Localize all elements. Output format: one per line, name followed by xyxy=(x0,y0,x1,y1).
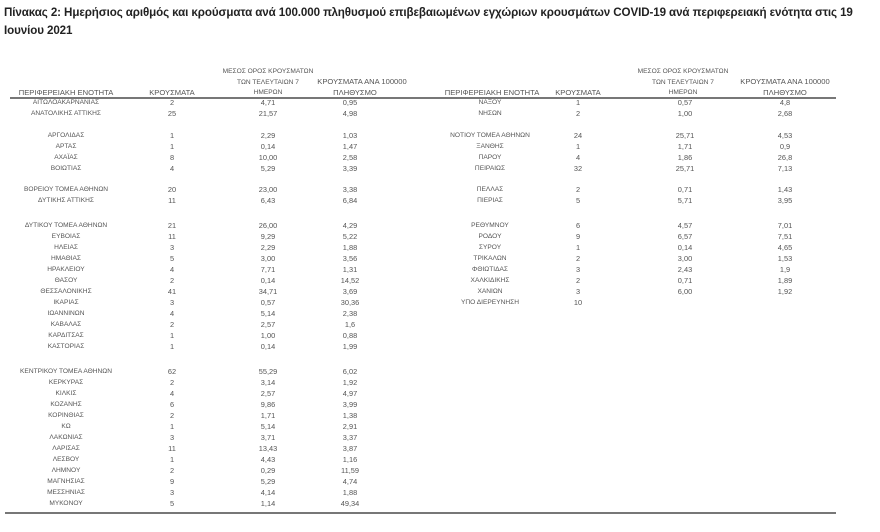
table-cell-avg7: 5,14 xyxy=(260,422,276,431)
table-cell-per100k: 3,37 xyxy=(342,433,358,442)
table-cell-cases: 1 xyxy=(169,142,175,151)
table-cell-per100k: 7,01 xyxy=(777,221,793,230)
table-cell-cases: 2 xyxy=(575,254,581,263)
table-cell-name: ΦΘΙΩΤΙΔΑΣ xyxy=(472,266,508,273)
table-cell-name: ΔΥΤΙΚΗΣ ΑΤΤΙΚΗΣ xyxy=(38,197,94,204)
table-cell-per100k: 1,99 xyxy=(342,342,358,351)
table-cell-avg7: 0,14 xyxy=(260,342,276,351)
table-cell-per100k: 1,89 xyxy=(777,276,793,285)
table-cell-cases: 2 xyxy=(169,466,175,475)
table-cell-cases: 2 xyxy=(575,109,581,118)
header-region: ΠΕΡΙΦΕΡΕΙΑΚΗ ΕΝΟΤΗΤΑ xyxy=(444,88,540,97)
table-cell-avg7: 1,71 xyxy=(677,142,693,151)
table-cell-avg7: 3,00 xyxy=(260,254,276,263)
table-cell-per100k: 1,43 xyxy=(777,185,793,194)
table-cell-avg7: 34,71 xyxy=(258,287,278,296)
table-cell-cases: 5 xyxy=(169,254,175,263)
table-cell-avg7: 2,57 xyxy=(260,320,276,329)
table-cell-per100k: 0,9 xyxy=(779,142,791,151)
table-cell-cases: 24 xyxy=(573,131,583,140)
table-cell-per100k: 3,95 xyxy=(777,196,793,205)
table-cell-avg7: 0,14 xyxy=(260,276,276,285)
table-cell-name: ΙΚΑΡΙΑΣ xyxy=(53,299,79,306)
table-cell-per100k: 49,34 xyxy=(340,499,360,508)
table-cell-name: ΠΕΛΛΑΣ xyxy=(476,186,504,193)
table-cell-per100k: 1,92 xyxy=(342,378,358,387)
table-cell-avg7: 1,00 xyxy=(260,331,276,340)
table-cell-per100k: 4,74 xyxy=(342,477,358,486)
table-cell-avg7: 2,57 xyxy=(260,389,276,398)
table-cell-cases: 4 xyxy=(169,164,175,173)
table-cell-per100k: 3,38 xyxy=(342,185,358,194)
table-cell-cases: 5 xyxy=(169,499,175,508)
table-cell-per100k: 0,88 xyxy=(342,331,358,340)
table-cell-name: ΗΛΕΙΑΣ xyxy=(54,244,78,251)
table-cell-per100k: 2,91 xyxy=(342,422,358,431)
table-cell-per100k: 1,88 xyxy=(342,488,358,497)
table-cell-per100k: 3,56 xyxy=(342,254,358,263)
table-cell-cases: 4 xyxy=(575,153,581,162)
table-cell-avg7: 9,29 xyxy=(260,232,276,241)
table-cell-avg7: 0,57 xyxy=(260,298,276,307)
table-cell-per100k: 1,38 xyxy=(342,411,358,420)
table-cell-per100k: 2,68 xyxy=(777,109,793,118)
table-cell-per100k: 0,95 xyxy=(342,98,358,107)
table-cell-cases: 9 xyxy=(169,477,175,486)
table-cell-per100k: 3,39 xyxy=(342,164,358,173)
table-cell-avg7: 7,71 xyxy=(260,265,276,274)
table-cell-name: ΚΙΛΚΙΣ xyxy=(55,390,77,397)
table-cell-name: ΡΟΔΟΥ xyxy=(478,233,502,240)
table-cell-per100k: 26,8 xyxy=(777,153,793,162)
table-cell-name: ΡΕΘΥΜΝΟΥ xyxy=(471,222,509,229)
table-cell-cases: 11 xyxy=(168,232,176,241)
header-avg-line3: ΗΜΕΡΩΝ xyxy=(668,89,698,96)
table-cell-cases: 62 xyxy=(167,367,177,376)
bottom-rule xyxy=(5,512,836,514)
table-cell-cases: 6 xyxy=(575,221,581,230)
table-cell-name: ΕΥΒΟΙΑΣ xyxy=(51,233,81,240)
table-cell-avg7: 6,43 xyxy=(260,196,276,205)
table-cell-name: ΚΕΝΤΡΙΚΟΥ ΤΟΜΕΑ ΑΘΗΝΩΝ xyxy=(20,368,112,375)
page-title: Πίνακας 2: Ημερήσιος αριθμός και κρούσματα ανά 100.000 πληθυσμού επιβεβαιωμένων εγχώριων κρουσμάτων COVID-19 ανά περιφερειακή ενότητα στις 19 Ιουνίου 2021 xyxy=(4,6,853,37)
table-cell-avg7: 0,71 xyxy=(677,185,693,194)
table-cell-cases: 21 xyxy=(167,221,177,230)
table-cell-avg7: 9,86 xyxy=(260,400,276,409)
table-cell-per100k: 4,97 xyxy=(342,389,358,398)
header-region: ΠΕΡΙΦΕΡΕΙΑΚΗ ΕΝΟΤΗΤΑ xyxy=(18,88,114,97)
table-cell-name: ΒΟΡΕΙΟΥ ΤΟΜΕΑ ΑΘΗΝΩΝ xyxy=(23,186,109,193)
header-cases: ΚΡΟΥΣΜΑΤΑ xyxy=(555,88,601,97)
table-cell-per100k: 30,36 xyxy=(340,298,360,307)
table-cell-name: ΙΩΑΝΝΙΝΩΝ xyxy=(47,310,85,317)
table-cell-avg7: 3,14 xyxy=(260,378,276,387)
table-cell-avg7: 0,14 xyxy=(260,142,276,151)
table-cell-avg7: 10,00 xyxy=(258,153,278,162)
table-cell-name: ΚΑΒΑΛΑΣ xyxy=(50,321,82,328)
table-cell-name: ΣΥΡΟΥ xyxy=(478,244,502,251)
table-cell-cases: 1 xyxy=(575,98,581,107)
table-cell-per100k: 7,13 xyxy=(777,164,793,173)
table-cell-per100k: 4,8 xyxy=(779,98,791,107)
table-cell-avg7: 23,00 xyxy=(258,185,278,194)
header-underline xyxy=(10,97,836,99)
table-cell-name: ΚΟΡΙΝΘΙΑΣ xyxy=(48,412,84,419)
table-cell-cases: 2 xyxy=(169,320,175,329)
table-cell-per100k: 3,87 xyxy=(342,444,358,453)
table-cell-cases: 41 xyxy=(167,287,177,296)
table-cell-per100k: 2,38 xyxy=(342,309,358,318)
header-avg-line1: ΜΕΣΟΣ ΟΡΟΣ ΚΡΟΥΣΜΑΤΩΝ xyxy=(222,68,314,75)
table-cell-name: ΗΡΑΚΛΕΙΟΥ xyxy=(47,266,85,273)
header-avg-line1: ΜΕΣΟΣ ΟΡΟΣ ΚΡΟΥΣΜΑΤΩΝ xyxy=(637,68,729,75)
table-cell-cases: 1 xyxy=(169,455,175,464)
table-cell-cases: 1 xyxy=(169,331,175,340)
table-cell-avg7: 1,14 xyxy=(260,499,276,508)
table-cell-avg7: 5,71 xyxy=(677,196,693,205)
table-cell-cases: 8 xyxy=(169,153,175,162)
table-cell-name: ΑΡΓΟΛΙΔΑΣ xyxy=(47,132,85,139)
table-cell-name: ΑΡΤΑΣ xyxy=(55,143,77,150)
table-cell-avg7: 1,86 xyxy=(677,153,693,162)
table-cell-avg7: 1,00 xyxy=(677,109,693,118)
table-cell-cases: 2 xyxy=(575,185,581,194)
table-cell-cases: 11 xyxy=(168,196,176,205)
table-cell-name: ΝΟΤΙΟΥ ΤΟΜΕΑ ΑΘΗΝΩΝ xyxy=(450,132,530,139)
table-cell-name: ΚΑΡΔΙΤΣΑΣ xyxy=(48,332,84,339)
table-cell-per100k: 6,02 xyxy=(342,367,358,376)
table-cell-cases: 3 xyxy=(169,298,175,307)
table-cell-name: ΚΕΡΚΥΡΑΣ xyxy=(48,379,84,386)
table-cell-cases: 1 xyxy=(169,342,175,351)
header-per100k-line2: ΠΛΗΘΥΣΜΟ xyxy=(763,88,807,97)
table-cell-per100k: 1,92 xyxy=(777,287,793,296)
table-cell-name: ΑΧΑΪΑΣ xyxy=(54,154,78,161)
table-cell-name: ΠΕΙΡΑΙΩΣ xyxy=(474,165,506,172)
table-cell-name: ΠΑΡΟΥ xyxy=(478,154,502,161)
table-cell-cases: 3 xyxy=(575,287,581,296)
table-cell-cases: 5 xyxy=(575,196,581,205)
table-cell-per100k: 1,9 xyxy=(779,265,791,274)
table-cell-cases: 1 xyxy=(575,243,581,252)
table-cell-cases: 1 xyxy=(169,422,175,431)
table-cell-avg7: 6,00 xyxy=(677,287,693,296)
table-cell-name: ΗΜΑΘΙΑΣ xyxy=(51,255,81,262)
table-cell-per100k: 1,53 xyxy=(777,254,793,263)
table-cell-avg7: 2,29 xyxy=(260,243,276,252)
table-cell-avg7: 3,00 xyxy=(677,254,693,263)
table-cell-name: ΞΑΝΘΗΣ xyxy=(476,143,504,150)
table-cell-cases: 9 xyxy=(575,232,581,241)
table-cell-name: ΛΑΚΩΝΙΑΣ xyxy=(49,434,83,441)
table-cell-avg7: 25,71 xyxy=(675,131,695,140)
table-cell-avg7: 0,57 xyxy=(677,98,693,107)
table-cell-cases: 4 xyxy=(169,265,175,274)
table-cell-name: ΤΡΙΚΑΛΩΝ xyxy=(473,255,507,262)
table-cell-name: ΘΑΣΟΥ xyxy=(54,277,78,284)
table-cell-name: ΑΝΑΤΟΛΙΚΗΣ ΑΤΤΙΚΗΣ xyxy=(31,110,101,117)
table-cell-per100k: 1,16 xyxy=(342,455,358,464)
table-cell-avg7: 2,29 xyxy=(260,131,276,140)
table-cell-name: ΛΑΡΙΣΑΣ xyxy=(52,445,80,452)
header-per100k-line2: ΠΛΗΘΥΣΜΟ xyxy=(333,88,377,97)
table-cell-name: ΑΙΤΩΛΟΑΚΑΡΝΑΝΙΑΣ xyxy=(32,99,100,106)
table-cell-per100k: 1,03 xyxy=(342,131,358,140)
table-cell-avg7: 4,43 xyxy=(260,455,276,464)
table-cell-per100k: 6,84 xyxy=(342,196,358,205)
table-cell-avg7: 2,43 xyxy=(677,265,693,274)
table-cell-avg7: 0,71 xyxy=(677,276,693,285)
table-cell-per100k: 14,52 xyxy=(340,276,360,285)
table-cell-cases: 4 xyxy=(169,389,175,398)
table-cell-per100k: 1,88 xyxy=(342,243,358,252)
header-cases: ΚΡΟΥΣΜΑΤΑ xyxy=(149,88,195,97)
table-cell-avg7: 5,14 xyxy=(260,309,276,318)
table-cell-name: ΧΑΝΙΩΝ xyxy=(477,288,503,295)
table-cell-name: ΒΟΙΩΤΙΑΣ xyxy=(50,165,82,172)
table-cell-per100k: 5,22 xyxy=(342,232,358,241)
table-cell-name: ΝΗΣΩΝ xyxy=(478,110,502,117)
table-cell-cases: 6 xyxy=(169,400,175,409)
table-cell-avg7: 4,71 xyxy=(260,98,276,107)
table-cell-avg7: 55,29 xyxy=(258,367,278,376)
table-cell-cases: 3 xyxy=(575,265,581,274)
table-cell-cases: 2 xyxy=(575,276,581,285)
table-cell-cases: 4 xyxy=(169,309,175,318)
table-cell-per100k: 4,98 xyxy=(342,109,358,118)
table-cell-cases: 1 xyxy=(575,142,581,151)
table-cell-per100k: 2,58 xyxy=(342,153,358,162)
table-cell-name: ΛΗΜΝΟΥ xyxy=(51,467,81,474)
table-cell-name: ΚΟΖΑΝΗΣ xyxy=(50,401,82,408)
table-cell-per100k: 3,99 xyxy=(342,400,358,409)
table-cell-name: ΥΠΟ ΔΙΕΡΕΥΝΗΣΗ xyxy=(461,299,519,306)
table-cell-name: ΧΑΛΚΙΔΙΚΗΣ xyxy=(470,277,510,284)
table-cell-per100k: 3,69 xyxy=(342,287,358,296)
table-cell-name: ΜΥΚΟΝΟΥ xyxy=(49,500,83,507)
table-cell-name: ΝΑΞΟΥ xyxy=(478,99,502,106)
table-cell-cases: 20 xyxy=(167,185,177,194)
table-cell-cases: 10 xyxy=(573,298,583,307)
table-cell-name: ΔΥΤΙΚΟΥ ΤΟΜΕΑ ΑΘΗΝΩΝ xyxy=(24,222,108,229)
table-cell-name: ΚΑΣΤΟΡΙΑΣ xyxy=(47,343,85,350)
table-cell-avg7: 6,57 xyxy=(677,232,693,241)
table-cell-avg7: 25,71 xyxy=(675,164,695,173)
table-cell-avg7: 1,71 xyxy=(260,411,276,420)
table-cell-name: ΘΕΣΣΑΛΟΝΙΚΗΣ xyxy=(40,288,92,295)
table-cell-avg7: 21,57 xyxy=(258,109,278,118)
table-cell-cases: 11 xyxy=(168,444,176,453)
table-cell-per100k: 1,31 xyxy=(342,265,358,274)
table-cell-cases: 1 xyxy=(169,131,175,140)
table-cell-name: ΚΩ xyxy=(61,423,71,430)
table-cell-name: ΠΙΕΡΙΑΣ xyxy=(477,197,503,204)
header-avg-line2: ΤΩΝ ΤΕΛΕΥΤΑΙΩΝ 7 xyxy=(237,79,299,86)
table-cell-cases: 3 xyxy=(169,243,175,252)
table-cell-avg7: 0,14 xyxy=(677,243,693,252)
table-cell-cases: 2 xyxy=(169,98,175,107)
header-avg-line2: ΤΩΝ ΤΕΛΕΥΤΑΙΩΝ 7 xyxy=(652,79,714,86)
table-cell-per100k: 11,59 xyxy=(341,466,359,475)
header-per100k-line1: ΚΡΟΥΣΜΑΤΑ ΑΝΑ 100000 xyxy=(740,77,830,86)
table-cell-cases: 2 xyxy=(169,276,175,285)
table-cell-per100k: 4,29 xyxy=(342,221,358,230)
table-cell-cases: 3 xyxy=(169,433,175,442)
table-cell-avg7: 0,29 xyxy=(260,466,276,475)
table-cell-avg7: 4,57 xyxy=(677,221,693,230)
table-cell-per100k: 4,53 xyxy=(777,131,793,140)
table-cell-cases: 32 xyxy=(573,164,583,173)
table-cell-avg7: 5,29 xyxy=(260,164,276,173)
table-cell-cases: 2 xyxy=(169,411,175,420)
header-avg-line3: ΗΜΕΡΩΝ xyxy=(253,89,283,96)
table-cell-cases: 2 xyxy=(169,378,175,387)
table-cell-per100k: 7,51 xyxy=(777,232,793,241)
table-cell-avg7: 4,14 xyxy=(260,488,276,497)
table-cell-per100k: 1,47 xyxy=(342,142,358,151)
table-cell-name: ΜΕΣΣΗΝΙΑΣ xyxy=(47,489,85,496)
table-cell-cases: 25 xyxy=(167,109,177,118)
table-cell-cases: 3 xyxy=(169,488,175,497)
table-cell-per100k: 1,6 xyxy=(344,320,356,329)
table-cell-avg7: 13,43 xyxy=(258,444,278,453)
table-cell-per100k: 4,65 xyxy=(777,243,793,252)
table-cell-name: ΜΑΓΝΗΣΙΑΣ xyxy=(47,478,85,485)
table-cell-name: ΛΕΣΒΟΥ xyxy=(52,456,80,463)
table-cell-avg7: 3,71 xyxy=(260,433,276,442)
header-per100k-line1: ΚΡΟΥΣΜΑΤΑ ΑΝΑ 100000 xyxy=(317,77,407,86)
table-cell-avg7: 26,00 xyxy=(258,221,278,230)
table-cell-avg7: 5,29 xyxy=(260,477,276,486)
